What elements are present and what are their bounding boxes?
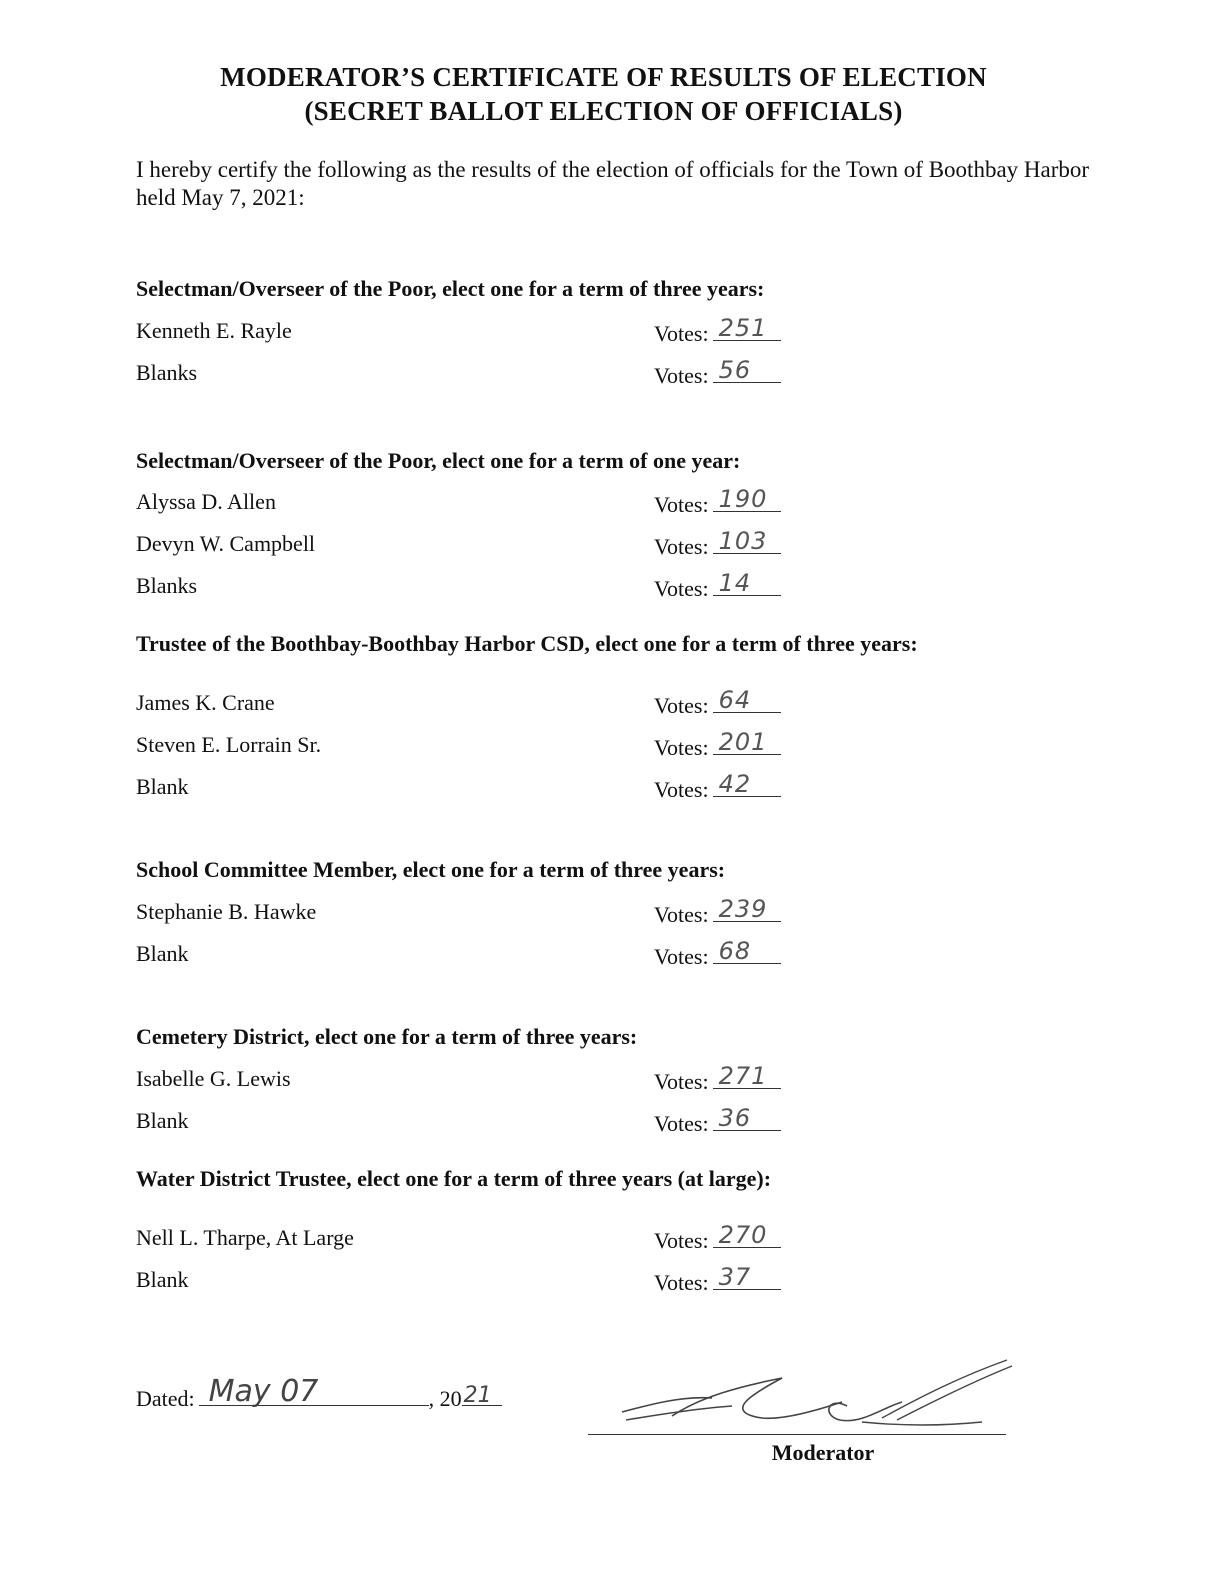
candidate-name: Blank — [136, 941, 189, 966]
vote-count — [654, 1104, 781, 1137]
vote-line — [713, 527, 781, 555]
vote-count — [654, 527, 781, 560]
vote-count — [654, 485, 781, 518]
vote-line — [713, 314, 781, 342]
candidate-name: James K. Crane — [136, 690, 275, 715]
vote-count — [654, 1221, 781, 1254]
handwritten-votes: 103 — [718, 527, 768, 555]
votes-label: Votes: — [654, 1270, 709, 1295]
race-heading: Trustee of the Boothbay-Boothbay Harbor CSD, elect one for a term of three years: — [136, 631, 918, 656]
vote-line — [713, 770, 781, 798]
vote-count — [654, 937, 781, 970]
votes-label: Votes: — [654, 693, 709, 718]
race-heading: School Committee Member, elect one for a term of three years: — [136, 857, 726, 882]
candidate-name: Isabelle G. Lewis — [136, 1066, 291, 1091]
handwritten-votes: 14 — [718, 569, 752, 597]
handwritten-votes: 68 — [718, 937, 752, 965]
vote-line — [713, 728, 781, 756]
certification-statement: I hereby certify the following as the results of the election of officials for the Town of Boothbay Harbor held May 7, 2021: — [136, 157, 1090, 210]
vote-line — [713, 1104, 781, 1132]
vote-line — [713, 937, 781, 965]
candidate-name: Alyssa D. Allen — [136, 489, 276, 514]
vote-count — [654, 356, 781, 389]
race-heading: Selectman/Overseer of the Poor, elect one for a term of one year: — [136, 448, 741, 473]
vote-count — [654, 1062, 781, 1095]
vote-line — [713, 1062, 781, 1090]
vote-count — [654, 314, 781, 347]
votes-label: Votes: — [654, 534, 709, 559]
moderator-signature — [612, 1356, 1022, 1436]
votes-label: Votes: — [654, 492, 709, 517]
votes-label: Votes: — [654, 321, 709, 346]
vote-count — [654, 728, 781, 761]
vote-count — [654, 1263, 781, 1296]
vote-count — [654, 770, 781, 803]
vote-line — [713, 356, 781, 384]
candidate-name: Blanks — [136, 573, 198, 598]
votes-label: Votes: — [654, 944, 709, 969]
signature-line — [588, 1434, 1006, 1435]
votes-label: Votes: — [654, 1111, 709, 1136]
candidate-name: Blank — [136, 1267, 189, 1292]
vote-line — [713, 1263, 781, 1291]
race-heading: Selectman/Overseer of the Poor, elect one for a term of three years: — [136, 276, 765, 301]
candidate-name: Blank — [136, 1108, 189, 1133]
vote-line — [713, 686, 781, 714]
vote-line — [713, 1221, 781, 1249]
date-line — [199, 1374, 429, 1409]
handwritten-votes: 270 — [718, 1221, 768, 1249]
candidate-name: Kenneth E. Rayle — [136, 318, 292, 343]
handwritten-votes: 251 — [718, 314, 768, 342]
handwritten-date: May 07 — [208, 1374, 319, 1409]
dated-line — [136, 1374, 502, 1412]
vote-count — [654, 686, 781, 719]
handwritten-votes: 64 — [718, 686, 752, 714]
votes-label: Votes: — [654, 902, 709, 927]
dated-label: Dated: — [136, 1386, 195, 1411]
candidate-name: Steven E. Lorrain Sr. — [136, 732, 322, 757]
race-heading: Cemetery District, elect one for a term of three years: — [136, 1024, 638, 1049]
year-line — [462, 1383, 502, 1406]
candidate-name: Devyn W. Campbell — [136, 531, 316, 556]
race-heading: Water District Trustee, elect one for a term of three years (at large): — [136, 1166, 772, 1191]
handwritten-votes: 190 — [718, 485, 768, 513]
candidate-name: Blanks — [136, 360, 198, 385]
handwritten-votes: 201 — [718, 728, 768, 756]
votes-label: Votes: — [654, 1069, 709, 1094]
handwritten-votes: 56 — [718, 356, 752, 384]
handwritten-votes: 36 — [718, 1104, 752, 1132]
handwritten-votes: 42 — [718, 770, 752, 798]
vote-line — [713, 895, 781, 923]
votes-label: Votes: — [654, 735, 709, 760]
handwritten-votes: 37 — [718, 1263, 752, 1291]
handwritten-votes: 239 — [718, 895, 768, 923]
vote-line — [713, 569, 781, 597]
vote-count — [654, 895, 781, 928]
year-prefix: , 20 — [428, 1386, 462, 1411]
handwritten-year: 21 — [463, 1383, 492, 1408]
votes-label: Votes: — [654, 363, 709, 388]
votes-label: Votes: — [654, 1228, 709, 1253]
vote-line — [713, 485, 781, 513]
candidate-name: Nell L. Tharpe, At Large — [136, 1225, 354, 1250]
moderator-label: Moderator — [771, 1440, 875, 1465]
votes-label: Votes: — [654, 777, 709, 802]
vote-count — [654, 569, 781, 602]
candidate-name: Blank — [136, 774, 189, 799]
document-title-line1: MODERATOR’S CERTIFICATE OF RESULTS OF ELECTION — [220, 62, 987, 92]
votes-label: Votes: — [654, 576, 709, 601]
document-title-line2: (SECRET BALLOT ELECTION OF OFFICIALS) — [304, 96, 903, 126]
handwritten-votes: 271 — [718, 1062, 768, 1090]
candidate-name: Stephanie B. Hawke — [136, 899, 317, 924]
